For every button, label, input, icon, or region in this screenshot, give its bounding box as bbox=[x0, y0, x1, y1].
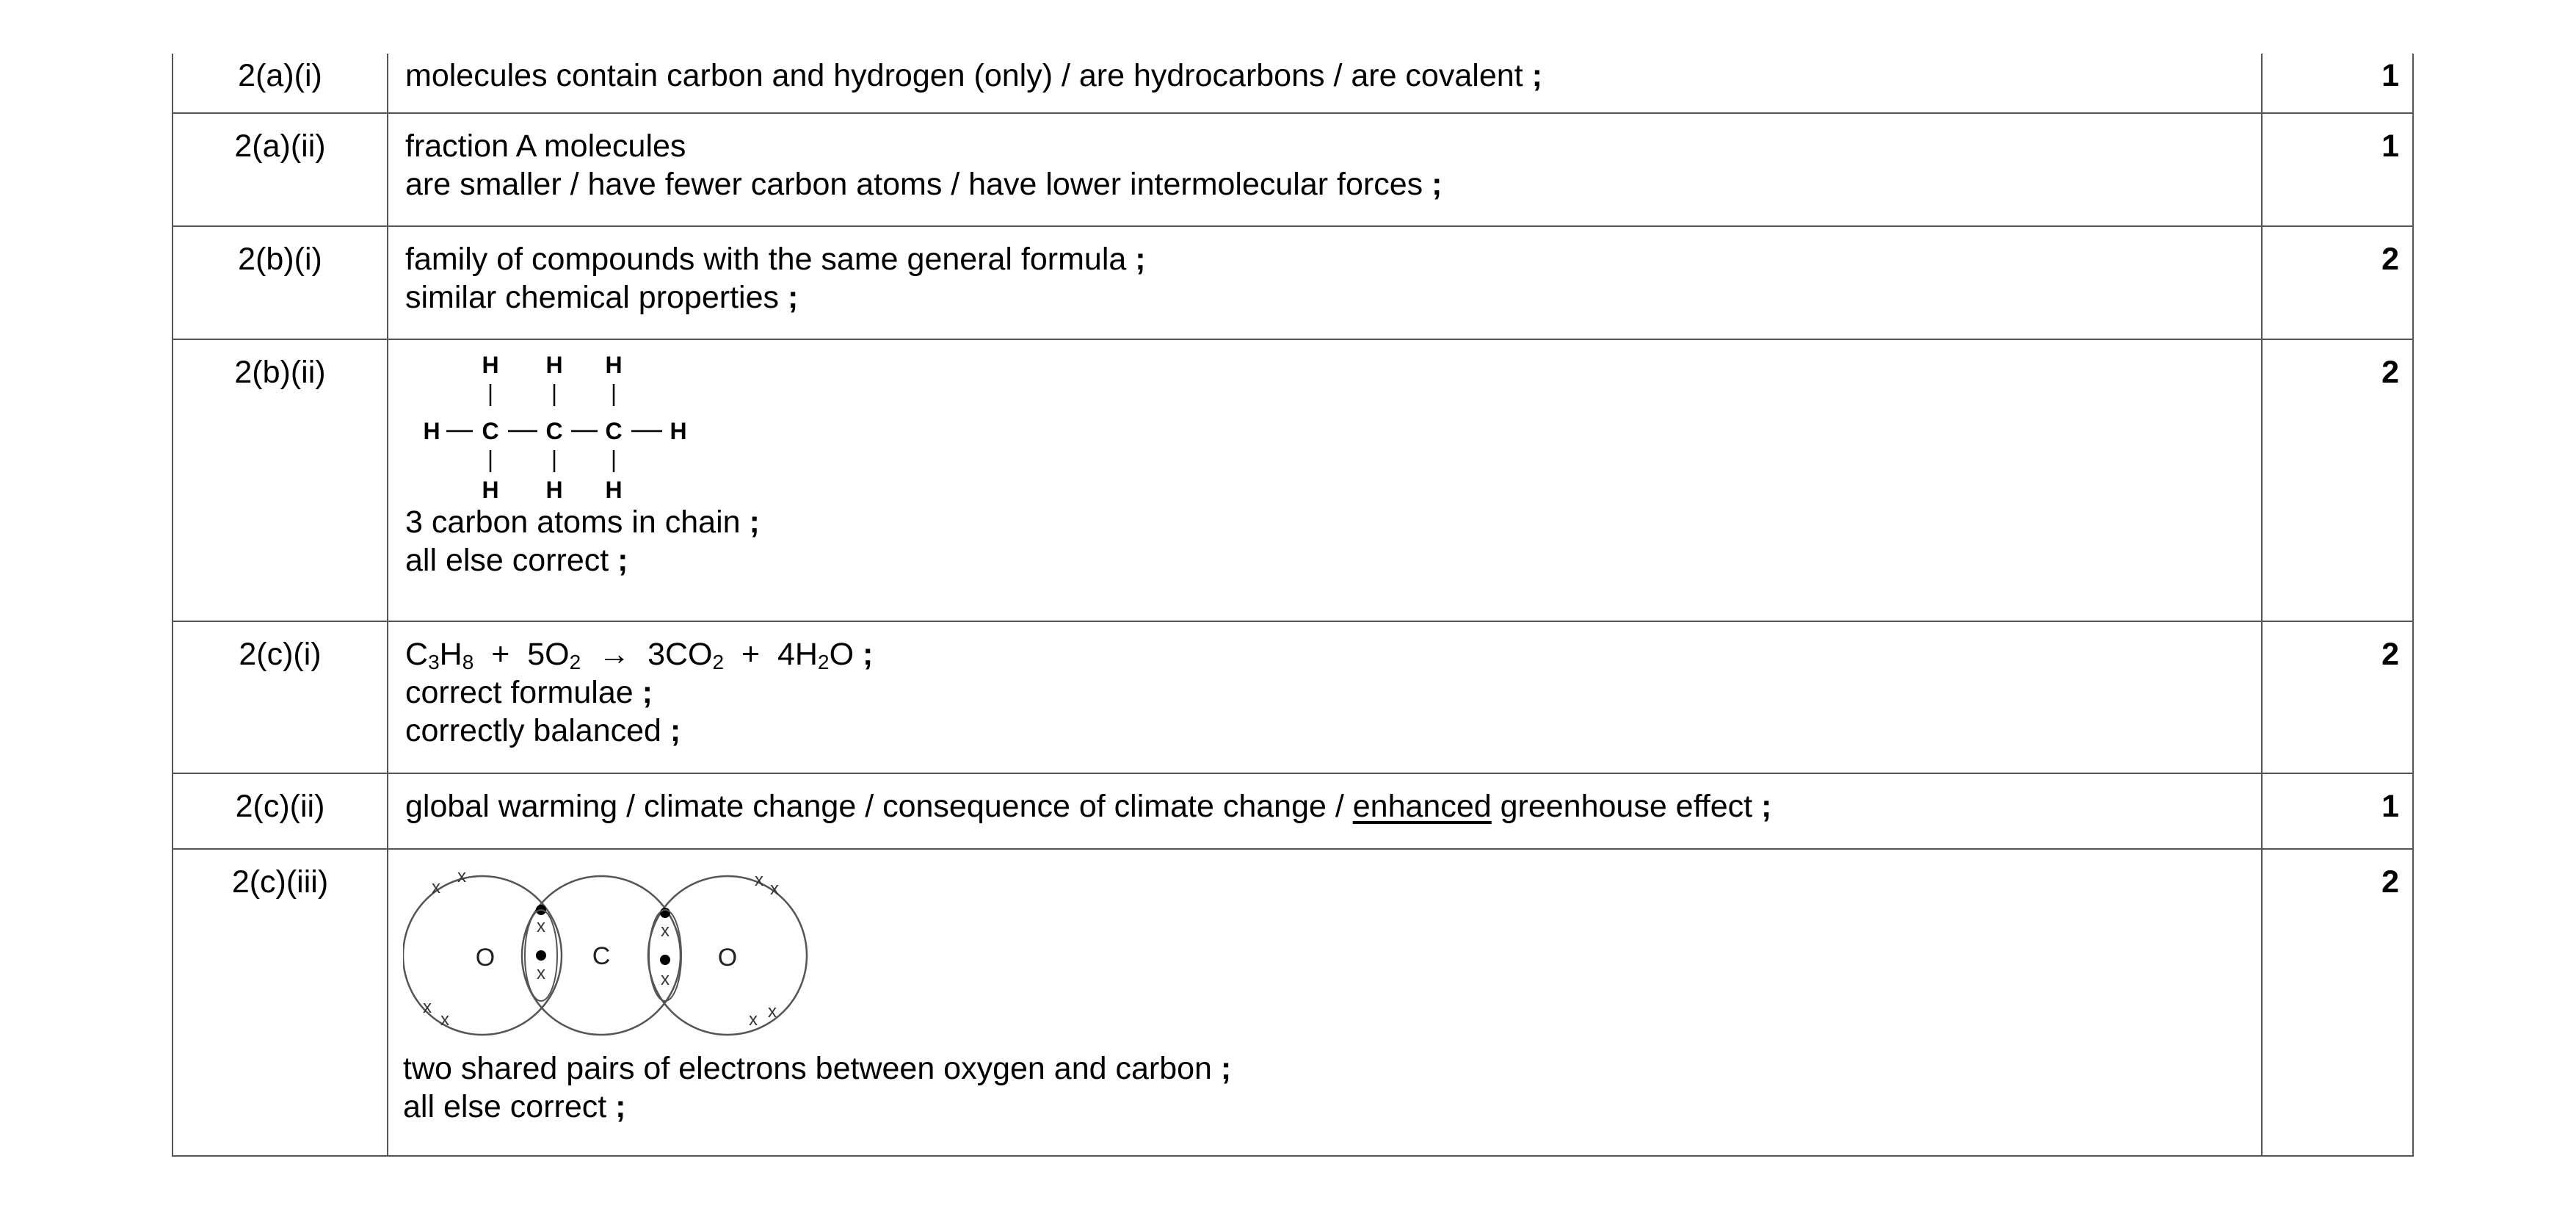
answer-cell bbox=[388, 226, 2262, 339]
marks: 1 bbox=[2262, 54, 2413, 113]
answer-text: fraction A molecules bbox=[405, 129, 686, 164]
co2-dot-cross-diagram bbox=[403, 869, 814, 1042]
answer-text: correct formulae bbox=[405, 675, 634, 710]
semicolon: ; bbox=[749, 505, 760, 540]
carbon-label: C bbox=[592, 942, 611, 970]
oxygen-label-left: O bbox=[475, 944, 496, 972]
answer-text: all else correct bbox=[405, 543, 609, 578]
propane-structure-diagram bbox=[405, 347, 714, 503]
answer-text: family of compounds with the same general formula bbox=[405, 242, 1127, 277]
answer-text: correctly balanced bbox=[405, 713, 661, 748]
electron-cross: x bbox=[749, 1010, 758, 1030]
electron-cross: x bbox=[755, 870, 763, 890]
electron-cross: x bbox=[537, 964, 545, 983]
electron-cross: x bbox=[537, 917, 545, 936]
semicolon: ; bbox=[787, 280, 799, 315]
question-number: 2(c)(iii) bbox=[173, 849, 388, 1156]
semicolon: ; bbox=[670, 713, 681, 748]
question-number: 2(b)(i) bbox=[173, 226, 388, 339]
semicolon: ; bbox=[1135, 242, 1146, 277]
answer-text: are smaller / have fewer carbon atoms / have lower intermolecular forces bbox=[405, 167, 1423, 202]
hydrogen-atom: H bbox=[482, 477, 499, 503]
electron-cross: x bbox=[661, 969, 670, 989]
answer-text: two shared pairs of electrons between oxygen and carbon bbox=[403, 1051, 1212, 1086]
electron-cross: x bbox=[432, 878, 440, 897]
semicolon: ; bbox=[1761, 789, 1772, 824]
marks: 2 bbox=[2262, 339, 2413, 621]
underlined-keyword: enhanced bbox=[1352, 789, 1492, 824]
answer-cell bbox=[388, 113, 2262, 226]
question-number: 2(a)(i) bbox=[173, 54, 388, 113]
semicolon: ; bbox=[615, 1089, 626, 1124]
table-row bbox=[173, 339, 2413, 621]
electron-cross: x bbox=[768, 1002, 777, 1022]
oxygen-label-right: O bbox=[717, 944, 738, 972]
semicolon: ; bbox=[1432, 167, 1443, 202]
semicolon: ; bbox=[642, 675, 653, 710]
answer-text: similar chemical properties bbox=[405, 280, 779, 315]
table-row bbox=[173, 113, 2413, 226]
hydrogen-atom: H bbox=[545, 477, 563, 503]
electron-cross: x bbox=[770, 879, 779, 899]
question-number: 2(a)(ii) bbox=[173, 113, 388, 226]
reaction-arrow: → bbox=[598, 637, 631, 672]
answer-text: 3 carbon atoms in chain bbox=[405, 505, 741, 540]
marks: 2 bbox=[2262, 621, 2413, 773]
table-row bbox=[173, 849, 2413, 1156]
answer-cell bbox=[388, 621, 2262, 773]
semicolon: ; bbox=[1531, 58, 1542, 93]
hydrogen-atom: H bbox=[545, 352, 563, 378]
marks: 1 bbox=[2262, 773, 2413, 849]
table-row bbox=[173, 54, 2413, 113]
electron-cross: x bbox=[661, 921, 670, 941]
mark-scheme-table bbox=[172, 54, 2414, 1157]
electron-cross: x bbox=[440, 1010, 449, 1030]
answer-text: molecules contain carbon and hydrogen (only) / are hydrocarbons / are covalent bbox=[405, 58, 1523, 93]
hydrogen-atom: H bbox=[423, 418, 440, 444]
answer-cell bbox=[388, 849, 2262, 1156]
table-row bbox=[173, 226, 2413, 339]
carbon-atom: C bbox=[545, 418, 563, 444]
hydrogen-atom: H bbox=[482, 352, 499, 378]
question-number: 2(b)(ii) bbox=[173, 339, 388, 621]
carbon-atom: C bbox=[482, 418, 499, 444]
answer-cell bbox=[388, 773, 2262, 849]
hydrogen-atom: H bbox=[605, 477, 623, 503]
question-number: 2(c)(i) bbox=[173, 621, 388, 773]
electron-cross: x bbox=[423, 997, 432, 1017]
hydrogen-atom: H bbox=[670, 418, 687, 444]
electron-dot bbox=[660, 955, 670, 965]
marks: 1 bbox=[2262, 113, 2413, 226]
answer-text: greenhouse effect bbox=[1491, 789, 1753, 824]
marks: 2 bbox=[2262, 849, 2413, 1156]
answer-text: global warming / climate change / consequence of climate change / bbox=[405, 789, 1353, 824]
carbon-atom: C bbox=[605, 418, 623, 444]
answer-text: all else correct bbox=[403, 1089, 607, 1124]
semicolon: ; bbox=[1220, 1051, 1232, 1086]
answer-cell bbox=[388, 339, 2262, 621]
table-row bbox=[173, 773, 2413, 849]
electron-dot bbox=[536, 950, 546, 961]
hydrogen-atom: H bbox=[605, 352, 623, 378]
electron-cross: x bbox=[457, 869, 466, 886]
semicolon: ; bbox=[862, 637, 874, 672]
table-row bbox=[173, 621, 2413, 773]
semicolon: ; bbox=[617, 543, 628, 578]
answer-cell bbox=[388, 54, 2262, 113]
combustion-equation: $C_3H_8 + 5O_2 \to 3CO_2 + 4H_2O$ ; bbox=[405, 637, 874, 673]
question-number: 2(c)(ii) bbox=[173, 773, 388, 849]
marks: 2 bbox=[2262, 226, 2413, 339]
